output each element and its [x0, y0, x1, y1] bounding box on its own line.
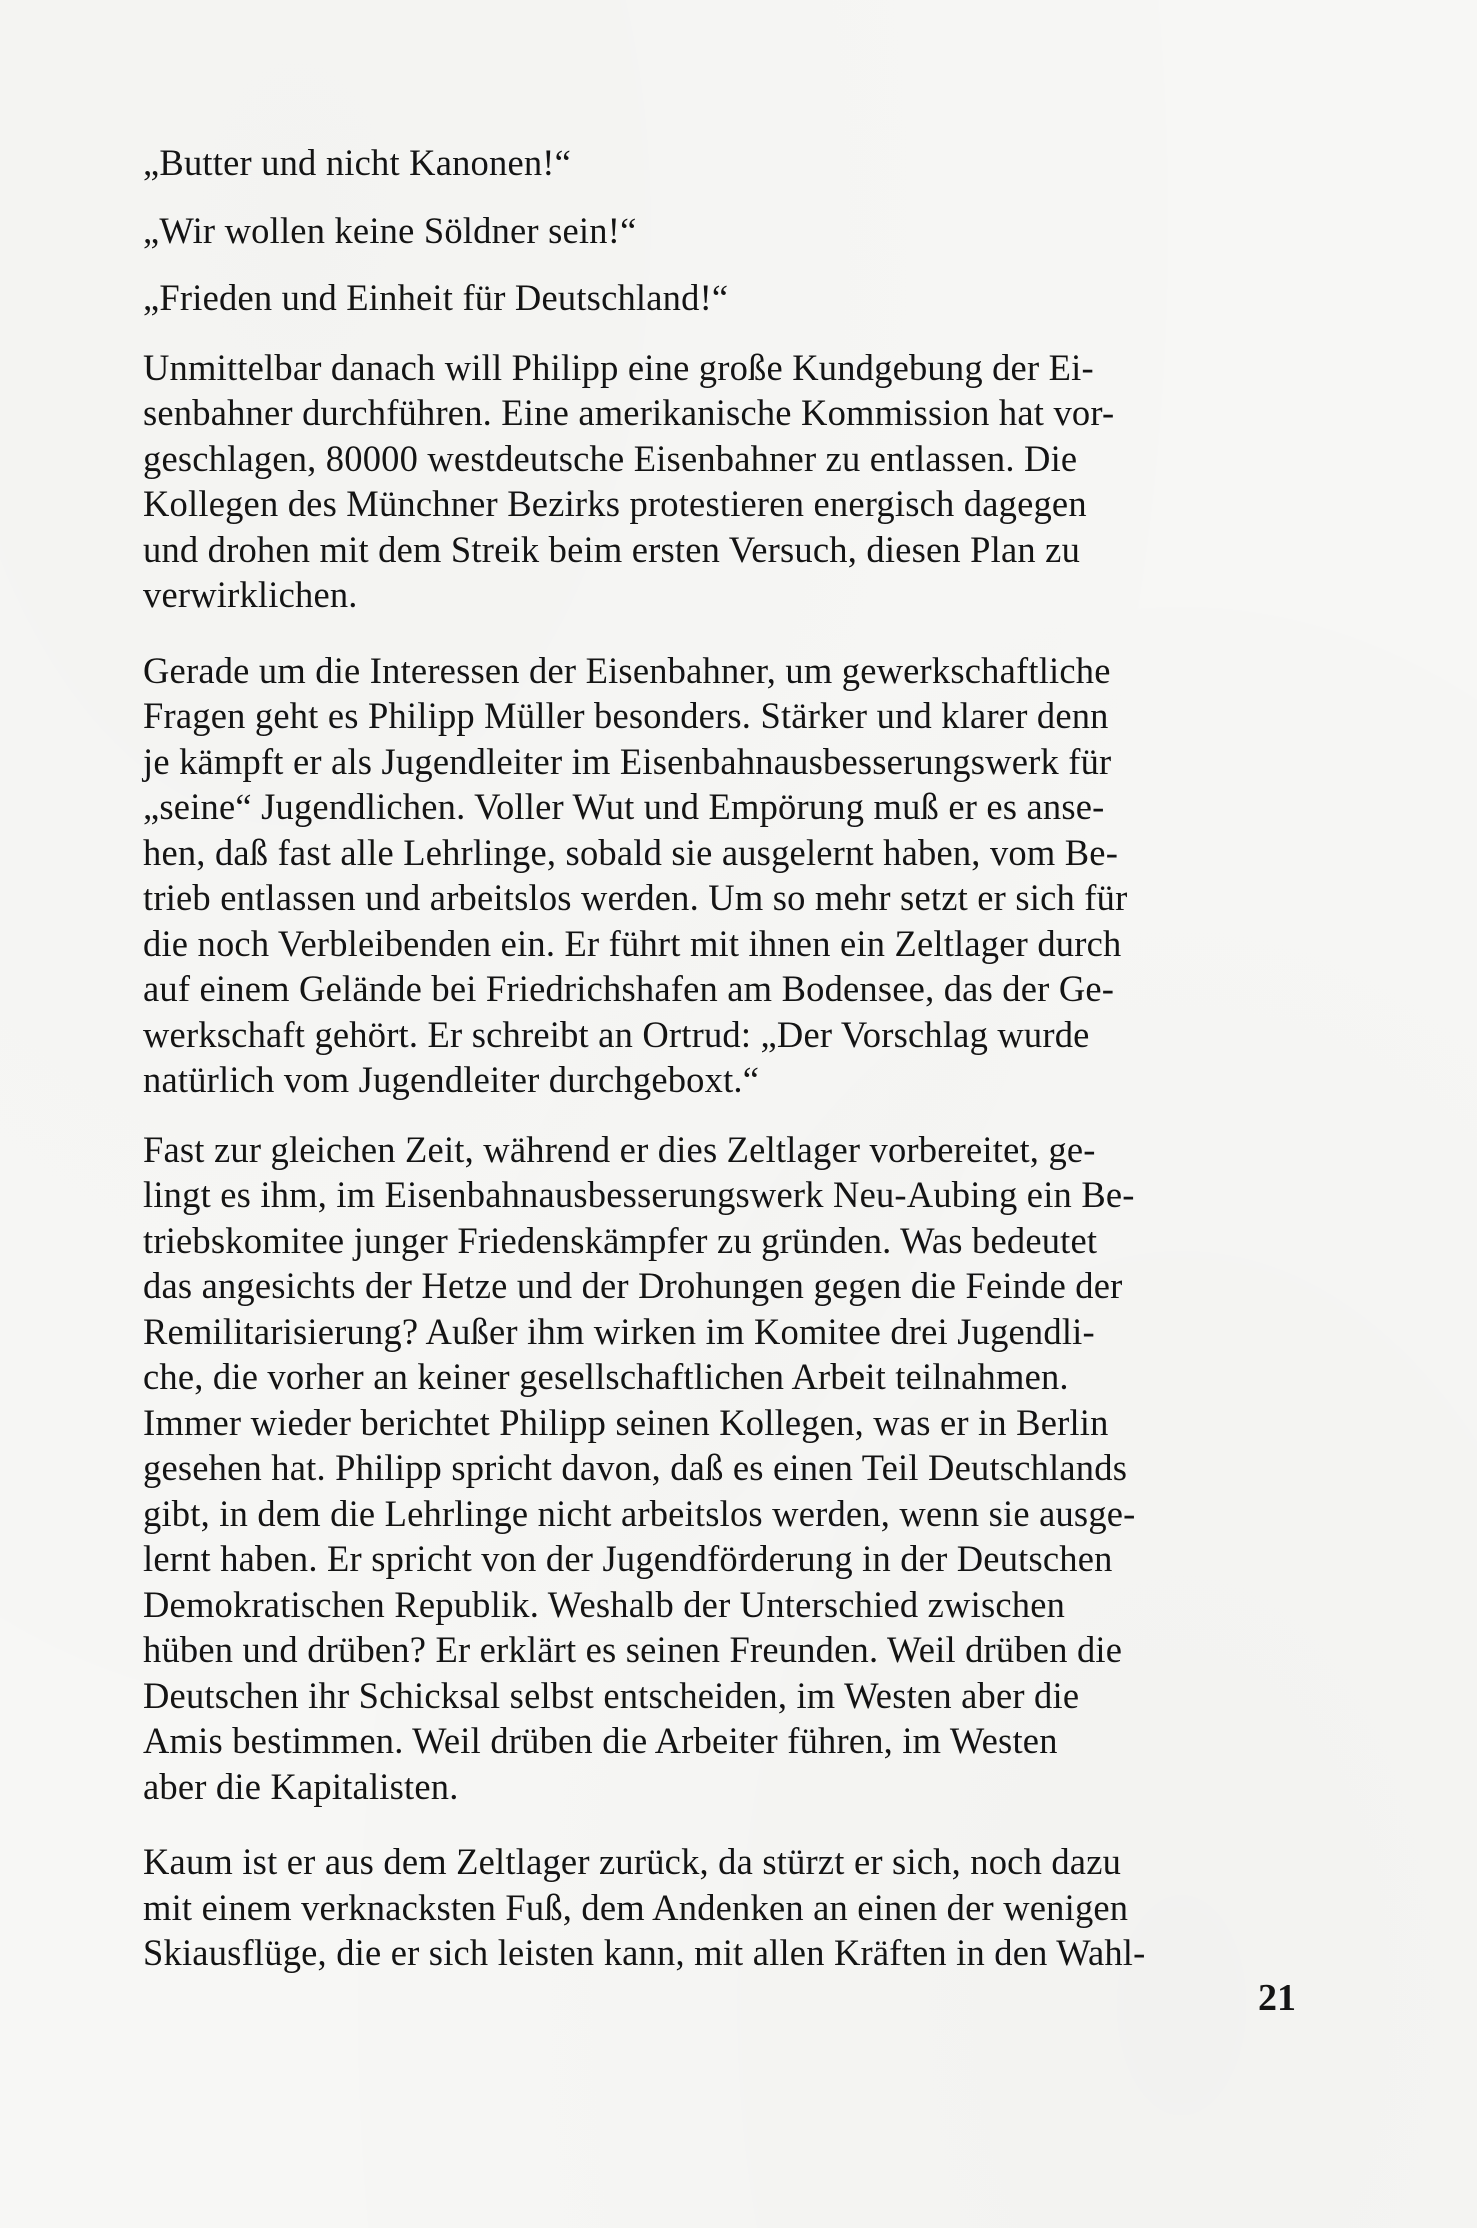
slogan-line: „Butter und nicht Kanonen!“ [143, 142, 572, 183]
paragraph: Kaum ist er aus dem Zeltlager zurück, da stürzt er sich, noch dazu mit einem verknacksten Fuß, dem Andenken an einen der wenigen Skiausflüge, die er sich leisten kann, mit allen Kräften in den Wahl- [143, 1841, 1146, 1973]
paragraph: Unmittelbar danach will Philipp eine große Kundgebung der Ei- senbahner durchführen. Eine amerikanische Kommission hat vor- geschlagen, 80000 westdeutsche Eisenbahner zu entlassen. Die Kollegen des Münchner Bezirks protestieren energisch dagegen und drohen mit dem Streik beim ersten Versuch, diesen Plan zu verwirklichen. [143, 346, 1115, 615]
paragraph: Gerade um die Interessen der Eisenbahner, um gewerkschaftliche Fragen geht es Philipp Müller besonders. Stärker und klarer denn je kämpft er als Jugendleiter im Eisenbahnausbesserungswerk für „seine“ Jugendlichen. Voller Wut und Empörung muß er es anse- hen, daß fast alle Lehrlinge, sobald sie ausgelernt haben, vom Be- trieb entlassen und arbeitslos werden. Um so mehr setzt er sich für die noch Verbleibenden ein. Er führt mit ihnen ein Zeltlager durch auf einem Gelände bei Friedrichshafen am Bodensee, das der Ge- werkschaft gehört. Er schreibt an Ortrud: „Der Vorschlag wurde natürlich vom Jugendleiter durchgeboxt.“ [143, 649, 1128, 1100]
slogan-line: „Frieden und Einheit für Deutschland!“ [143, 277, 729, 318]
page-number: 21 [1258, 1977, 1296, 2019]
slogan-line: „Wir wollen keine Söldner sein!“ [143, 209, 637, 251]
page-text [143, 140, 1293, 2006]
paragraph: Fast zur gleichen Zeit, während er dies Zeltlager vorbereitet, ge- lingt es ihm, im Eisenbahnausbesserungswerk Neu-Aubing ein Be- triebskomitee junger Friedenskämpfer zu gründen. Was bedeutet das angesichts der Hetze und der Drohungen gegen die Feinde der Remilitarisierung? Außer ihm wirken im Komitee drei Jugendli- che, die vorher an keiner gesellschaftlichen Arbeit teilnahmen. Immer wieder berichtet Philipp seinen Kollegen, was er in Berlin gesehen hat. Philipp spricht davon, daß es einen Teil Deutschlands gibt, in dem die Lehrlinge nicht arbeitslos werden, wenn sie ausge- lernt haben. Er spricht von der Jugendförderung in der Deutschen Demokratischen Republik. Weshalb der Unterschied zwischen hüben und drüben? Er erklärt es seinen Freunden. Weil drüben die Deutschen ihr Schicksal selbst entscheiden, im Westen aber die Amis bestimmen. Weil drüben die Arbeiter führen, im Westen aber die Kapitalisten. [143, 1128, 1136, 1807]
